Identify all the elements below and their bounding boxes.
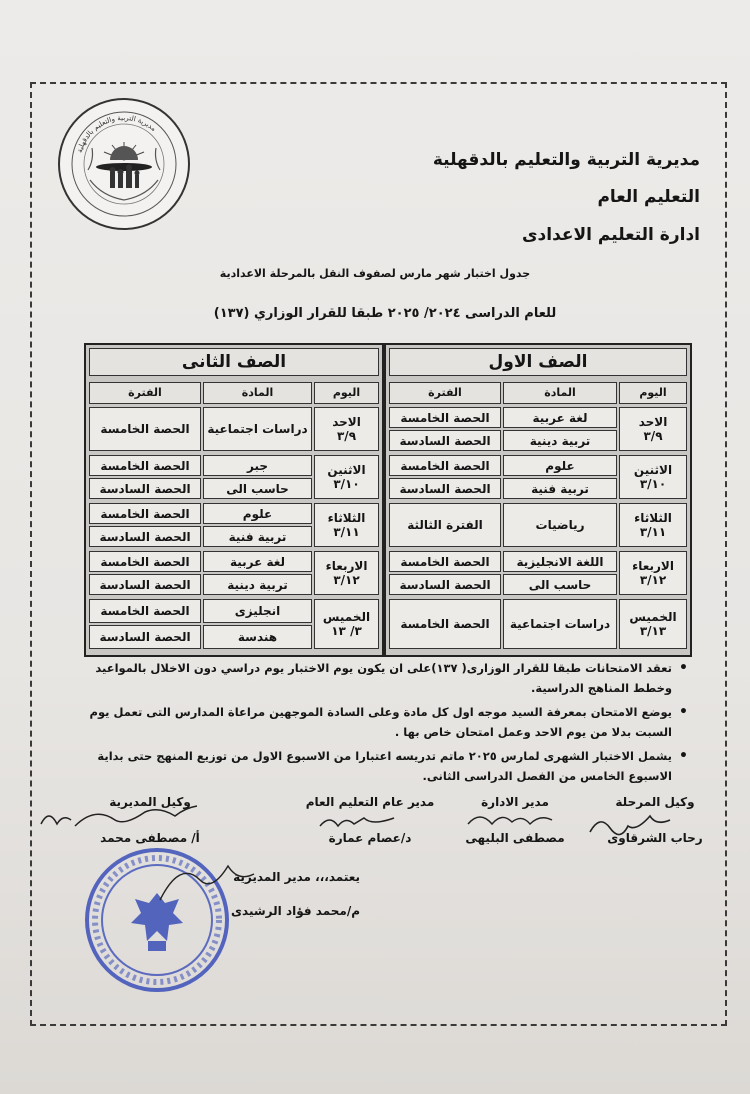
grade-one-day-cell — [619, 599, 687, 649]
directorate-name: مديرية التربية والتعليم بالدقهلية — [432, 150, 700, 170]
day-date: ٣/ ١٣ — [331, 624, 362, 638]
signature-title: وكيل المديرية — [109, 795, 191, 809]
handwritten-signature — [585, 812, 675, 842]
period-cell: الحصة الخامسة — [89, 599, 201, 623]
grade-one-day-cell — [619, 407, 687, 451]
period-cell: الحصة السادسة — [389, 574, 501, 595]
signature-title: مدير الادارة — [481, 795, 549, 809]
period-cell: الفترة الثالثة — [389, 503, 501, 547]
logo-text: مديرية التربية والتعليم بالدقهلية — [75, 113, 158, 154]
preparatory-admin-label: ادارة التعليم الاعدادى — [521, 225, 700, 245]
grade-two-day-cell — [314, 551, 379, 595]
grade-two-subject-header: المادة — [203, 382, 312, 404]
period-cell: الحصة الخامسة — [389, 599, 501, 649]
grade-two-title: الصف الثانى — [89, 348, 379, 376]
subject-cell: انجليزى — [203, 599, 312, 623]
note-item: • يشمل الاختبار الشهرى لمارس ٢٠٢٥ ماتم تدريسه اعتبارا من الاسبوع الاول من توزيع المنهج حتى بداية الاسبوع الخامس من الفصل الدراسى الثانى. — [70, 746, 690, 786]
subject-cell: جبر — [203, 455, 312, 476]
grade-one-day-header: اليوم — [619, 382, 687, 404]
day-date: ٣/١١ — [639, 525, 667, 539]
period-cell: الحصة السادسة — [89, 625, 201, 649]
general-education-label: التعليم العام — [597, 187, 700, 207]
day-name: الاثنين — [327, 463, 366, 477]
day-name: الاربعاء — [632, 559, 674, 573]
directorate-logo — [58, 98, 190, 230]
period-cell: الحصة الخامسة — [389, 407, 501, 428]
period-cell: الحصة السادسة — [89, 574, 201, 595]
grade-one-day-cell — [619, 455, 687, 499]
period-cell: الحصة السادسة — [389, 430, 501, 451]
schedule-title: جدول اختبار شهر مارس لصفوف النقل بالمرحلة الاعدادية — [219, 267, 531, 280]
subject-cell: رياضيات — [503, 503, 617, 547]
signature-title: يعتمد،،، مدير المديرية — [233, 870, 360, 884]
signature-title: وكيل المرحلة — [615, 795, 695, 809]
academic-year-line: للعام الدراسى ٢٠٢٤/ ٢٠٢٥ طبقا للقرار الوزاري (١٣٧) — [213, 306, 557, 321]
subject-cell: دراسات اجتماعية — [503, 599, 617, 649]
subject-cell: دراسات اجتماعية — [203, 407, 312, 451]
handwritten-signature — [35, 798, 225, 838]
grade-one-title: الصف الاول — [389, 348, 687, 376]
signature-name: م/محمد فؤاد الرشيدى — [231, 904, 360, 918]
day-name: الخميس — [322, 610, 371, 624]
subject-cell: لغة عربية — [503, 407, 617, 428]
signature-name: د/عصام عمارة — [328, 831, 412, 845]
period-cell: الحصة الخامسة — [389, 455, 501, 476]
notes-list — [70, 658, 690, 790]
subject-cell: علوم — [503, 455, 617, 476]
subject-cell: حاسب الى — [503, 574, 617, 595]
subject-cell: تربية دينية — [503, 430, 617, 451]
day-date: ٣/١٢ — [639, 573, 667, 587]
period-cell: الحصة السادسة — [389, 478, 501, 499]
subject-cell: تربية فنية — [203, 526, 312, 547]
grade-two-day-cell — [314, 455, 379, 499]
subject-cell: علوم — [203, 503, 312, 524]
period-cell: الحصة الخامسة — [89, 503, 201, 524]
grade-two-table — [84, 343, 384, 657]
day-date: ٣/١٣ — [639, 624, 667, 638]
subject-cell: حاسب الى — [203, 478, 312, 499]
grade-two-day-cell — [314, 407, 379, 451]
day-date: ٣/٩ — [336, 429, 357, 443]
handwritten-signature — [315, 808, 405, 834]
day-date: ٣/٩ — [643, 429, 663, 443]
period-cell: الحصة السادسة — [89, 526, 201, 547]
period-cell: الحصة الخامسة — [389, 551, 501, 572]
day-name: الثلاثاء — [327, 511, 366, 525]
day-date: ٣/١٠ — [333, 477, 360, 491]
day-name: الاثنين — [633, 463, 673, 477]
subject-cell: تربية فنية — [503, 478, 617, 499]
day-name: الخميس — [629, 610, 677, 624]
handwritten-signature — [460, 806, 560, 834]
grade-two-day-header: اليوم — [314, 382, 379, 404]
day-name: الاحد — [638, 415, 668, 429]
svg-text:مديرية التربية والتعليم بالدقه — [76, 114, 158, 154]
day-name: الاحد — [332, 415, 361, 429]
period-cell: الحصة الخامسة — [89, 551, 201, 572]
period-cell: الحصة الخامسة — [89, 407, 201, 451]
grade-one-day-cell — [619, 551, 687, 595]
day-date: ٣/١٢ — [333, 573, 360, 587]
day-date: ٣/١٠ — [639, 477, 667, 491]
grade-one-table — [384, 343, 692, 657]
signature-name: مصطفى البليهى — [465, 831, 565, 845]
day-name: الثلاثاء — [634, 511, 672, 525]
subject-cell: تربية دينية — [203, 574, 312, 595]
grade-one-subject-header: المادة — [503, 382, 617, 404]
day-name: الاربعاء — [325, 559, 368, 573]
grade-two-period-header: الفترة — [89, 382, 201, 404]
period-cell: الحصة الخامسة — [89, 455, 201, 476]
subject-cell: اللغة الانجليزية — [503, 551, 617, 572]
subject-cell: لغة عربية — [203, 551, 312, 572]
grade-two-day-cell — [314, 503, 379, 547]
grade-one-period-header: الفترة — [389, 382, 501, 404]
signature-name: رحاب الشرقاوى — [607, 831, 703, 845]
signature-title: مدير عام التعليم العام — [305, 795, 435, 809]
note-item: • تعقد الامتحانات طبقا للقرار الوزارى( ١٣٧)على ان يكون يوم الاختبار يوم دراسي دون الاخلال بالمواعيد وخطط المناهج الدراسية. — [70, 658, 690, 698]
period-cell: الحصة السادسة — [89, 478, 201, 499]
grade-one-day-cell — [619, 503, 687, 547]
handwritten-signature — [150, 860, 260, 910]
day-date: ٣/١١ — [333, 525, 360, 539]
signature-name: أ/ مصطفى محمد — [100, 831, 200, 845]
grade-two-day-cell — [314, 599, 379, 649]
note-item: • يوضع الامتحان بمعرفة السيد موجه اول كل مادة وعلى السادة الموجهين مراعاة المدارس التى تعمل يوم السبت بدلا من يوم الاحد وعمل امتحان خاص بها . — [70, 702, 690, 742]
subject-cell: هندسة — [203, 625, 312, 649]
